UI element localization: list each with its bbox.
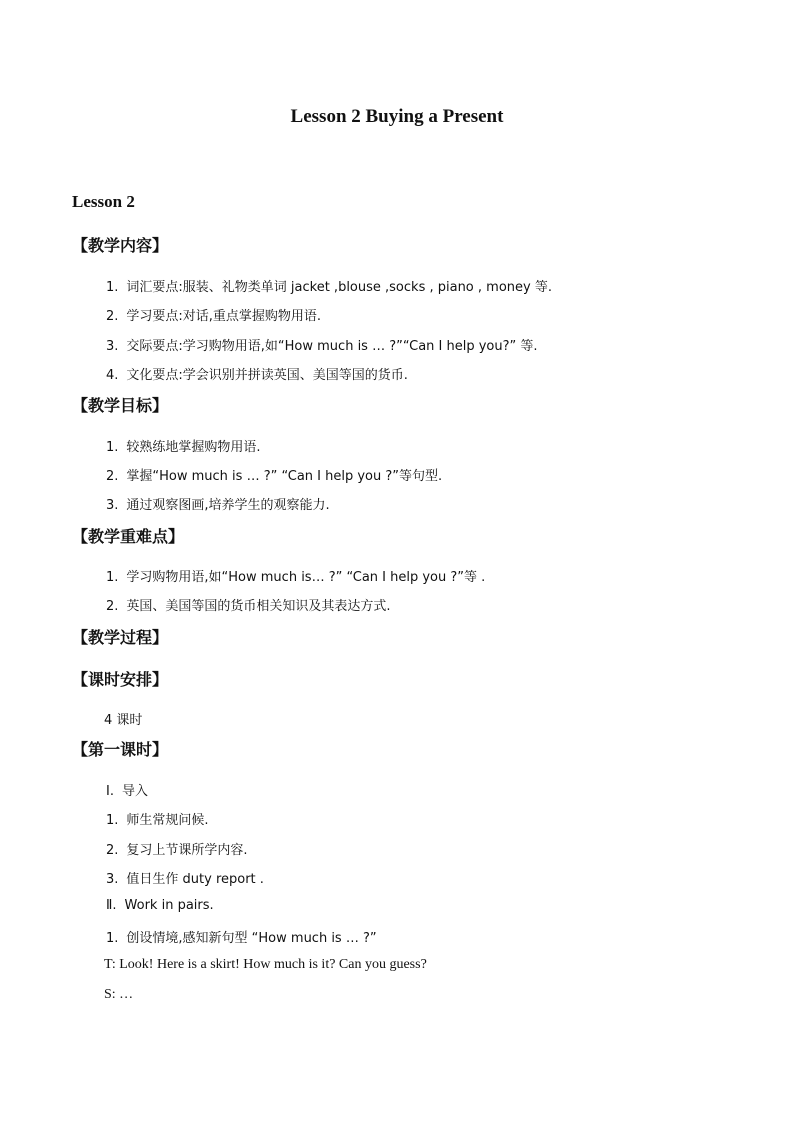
content-item-2: [106, 305, 321, 324]
item-text: 较熟练地掌握购物用语.: [126, 440, 261, 455]
item-number: 3.: [106, 498, 119, 513]
period-line-3: [106, 839, 248, 858]
heading-teaching-content: 【教学内容】: [72, 236, 169, 255]
dialogue-line-student: S: …: [104, 987, 134, 1002]
item-number: 3.: [106, 339, 119, 354]
item-text: 英国、美国等国的货币相关知识及其表达方式.: [126, 599, 391, 614]
item-text: 值日生作 duty report .: [126, 872, 264, 887]
item-number: Ⅱ.: [106, 898, 117, 913]
item-text: 创设情境,感知新句型 “How much is … ?”: [126, 931, 377, 946]
hours-count: 4 课时: [104, 713, 143, 728]
heading-key-points: 【教学重难点】: [72, 527, 185, 546]
item-text: 文化要点:学会识别并拼读英国、美国等国的货币.: [126, 368, 408, 383]
item-text: Work in pairs.: [124, 898, 214, 913]
item-text: 导入: [121, 784, 148, 799]
period-line-2: [106, 809, 209, 828]
period-line-4: [106, 868, 264, 887]
item-text: 通过观察图画,培养学生的观察能力.: [126, 498, 330, 513]
keypoint-item-2: [106, 595, 391, 614]
period-line-5: [106, 898, 214, 913]
item-number: 2.: [106, 309, 119, 324]
item-number: 2.: [106, 599, 119, 614]
document-title: Lesson 2 Buying a Present: [290, 106, 504, 127]
period-line-6: [106, 927, 377, 946]
item-number: Ⅰ.: [106, 784, 114, 799]
item-text: 学习要点:对话,重点掌握购物用语.: [126, 309, 322, 324]
heading-teaching-goals: 【教学目标】: [72, 396, 169, 415]
item-text: 词汇要点:服装、礼物类单词 jacket ,blouse ,socks , piano , money 等.: [126, 280, 552, 295]
item-number: 3.: [106, 872, 119, 887]
item-text: 师生常规问候.: [126, 813, 209, 828]
item-number: 1.: [106, 280, 119, 295]
heading-first-period: 【第一课时】: [72, 740, 169, 759]
keypoint-item-1: [106, 566, 485, 585]
period-line-1: [106, 780, 148, 799]
heading-teaching-process: 【教学过程】: [72, 628, 169, 647]
goal-item-3: [106, 494, 330, 513]
item-text: 掌握“How much is … ?” “Can I help you ?”等句型.: [126, 469, 443, 484]
item-number: 2.: [106, 843, 119, 858]
heading-schedule: 【课时安排】: [72, 670, 169, 689]
item-number: 2.: [106, 469, 119, 484]
dialogue-line-teacher: T: Look! Here is a skirt! How much is it? Can you guess?: [104, 957, 427, 972]
goal-item-1: [106, 436, 261, 455]
content-item-4: [106, 364, 408, 383]
item-text: 学习购物用语,如“How much is… ?” “Can I help you ?”等 .: [126, 570, 486, 585]
item-text: 交际要点:学习购物用语,如“How much is … ?”“Can I help you?” 等.: [126, 339, 538, 354]
item-number: 1.: [106, 813, 119, 828]
goal-item-2: [106, 465, 442, 484]
item-text: 复习上节课所学内容.: [126, 843, 248, 858]
content-item-3: [106, 335, 538, 354]
item-number: 1.: [106, 931, 119, 946]
content-item-1: [106, 276, 552, 295]
item-number: 1.: [106, 570, 119, 585]
lesson-subtitle: Lesson 2: [72, 192, 135, 211]
item-number: 1.: [106, 440, 119, 455]
item-number: 4.: [106, 368, 119, 383]
